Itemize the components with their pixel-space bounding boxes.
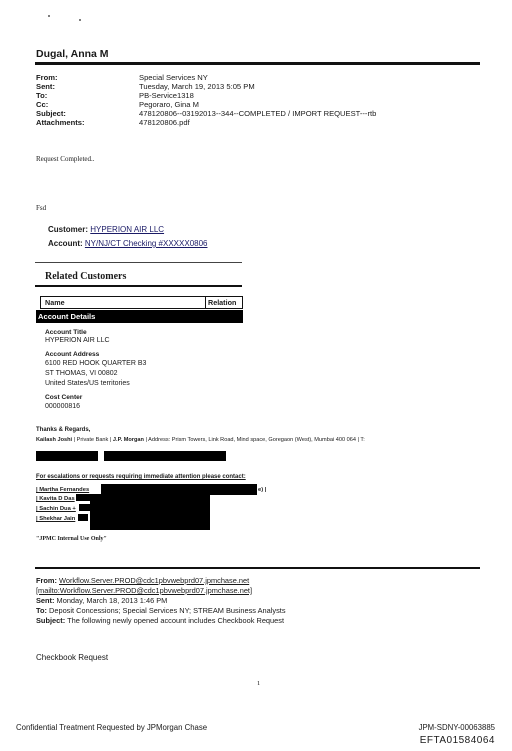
fwd-from-label: From: <box>36 576 57 585</box>
cost-center-value: 000000816 <box>45 403 81 410</box>
col-name: Name <box>45 298 65 307</box>
rule <box>35 567 480 569</box>
related-customers-title: Related Customers <box>45 271 127 282</box>
thanks-regards: Thanks & Regards, <box>36 427 91 433</box>
account-link[interactable]: NY/NJ/CT Checking #XXXXX0806 <box>84 239 208 248</box>
sender-name: Dugal, Anna M <box>36 48 109 60</box>
contact-kavita: | Kavita D Das <box>36 496 75 502</box>
contact-sachin: | Sachin Dua + <box>36 506 76 512</box>
account-line <box>48 239 207 248</box>
signature-line: Kailash Joshi | Private Bank | J.P. Morgan | Address: Prism Towers, Link Road, Mind space, Goregaon (West), Mumbai 400 064 | T: <box>36 437 365 443</box>
footer-bates: JPM-SDNY-00063885 <box>418 723 495 732</box>
footer-efta: EFTA01584064 <box>419 735 495 746</box>
account-label: Account: <box>48 239 83 248</box>
signature-company: J.P. Morgan <box>112 437 144 443</box>
redaction-block <box>104 451 226 461</box>
fwd-mailto-link[interactable]: [mailto:Workflow.Server.PROD@cdc1pbvwebprd07.jpmchase.net] <box>36 586 253 595</box>
fwd-from-line <box>36 576 249 585</box>
fwd-to-label: To: <box>36 606 47 615</box>
account-title-value: HYPERION AIR LLC <box>45 337 110 344</box>
rule <box>35 285 242 287</box>
scan-speck <box>79 19 81 21</box>
signature-name: Kailash Joshi <box>36 437 73 443</box>
signature-phone-label: T: <box>360 437 365 443</box>
escalations-heading: For escalations or requests requiring immediate attention please contact: <box>36 474 246 480</box>
body-fsd: Fsd <box>36 204 47 212</box>
contact-martha: | Martha Fernandes <box>36 487 90 493</box>
heading-rule <box>35 62 480 65</box>
cost-center-label: Cost Center <box>45 394 83 401</box>
checkbook-request: Checkbook Request <box>36 653 109 662</box>
redaction-block <box>78 514 88 521</box>
fwd-sent-line <box>36 596 167 605</box>
fwd-subject-label: Subject: <box>36 616 66 625</box>
fwd-sent-label: Sent: <box>36 596 55 605</box>
col-divider <box>205 297 206 308</box>
redaction-block <box>90 494 210 530</box>
signature-dept: Private Bank <box>76 437 109 443</box>
redaction-block <box>36 451 98 461</box>
contact-shekhar: | Shekhar Jain <box>36 516 76 522</box>
internal-use-note: "JPMC Internal Use Only" <box>36 536 107 542</box>
fwd-to-value: Deposit Concessions; Special Services NY; STREAM Business Analysts <box>49 606 286 615</box>
address-line: United States/US territories <box>45 380 130 387</box>
page-number: 1 <box>257 680 261 687</box>
fwd-subject-value: The following newly opened account includes Checkbook Request <box>67 616 285 625</box>
account-address-label: Account Address <box>45 351 100 358</box>
address-line: ST THOMAS, VI 00802 <box>45 370 118 377</box>
address-line: 6100 RED HOOK QUARTER B3 <box>45 360 147 367</box>
related-customers-table-header <box>40 296 243 309</box>
account-details-bar <box>36 310 243 323</box>
rule <box>35 262 242 263</box>
fwd-subject-line <box>36 616 284 625</box>
account-title-label: Account Title <box>45 329 87 336</box>
fwd-to-line <box>36 606 286 615</box>
body-request-completed: Request Completed.. <box>36 155 95 163</box>
account-details-title: Account Details <box>38 312 96 321</box>
signature-address: Address: Prism Towers, Link Road, Mind space, Goregaon (West), Mumbai 400 064 <box>148 437 356 443</box>
col-relation: Relation <box>208 298 237 307</box>
redaction-block <box>76 494 90 501</box>
customer-link[interactable]: HYPERION AIR LLC <box>90 225 165 234</box>
customer-label: Customer: <box>48 225 89 234</box>
fwd-sent-value: Monday, March 18, 2013 1:46 PM <box>56 596 168 605</box>
fwd-from-link[interactable]: Workflow.Server.PROD@cdc1pbvwebprd07.jpmchase.net <box>59 576 250 585</box>
footer-confidential: Confidential Treatment Requested by JPMorgan Chase <box>16 723 208 732</box>
customer-line <box>48 225 164 234</box>
scan-speck <box>48 15 50 17</box>
contact-tail: e) | <box>258 487 267 493</box>
